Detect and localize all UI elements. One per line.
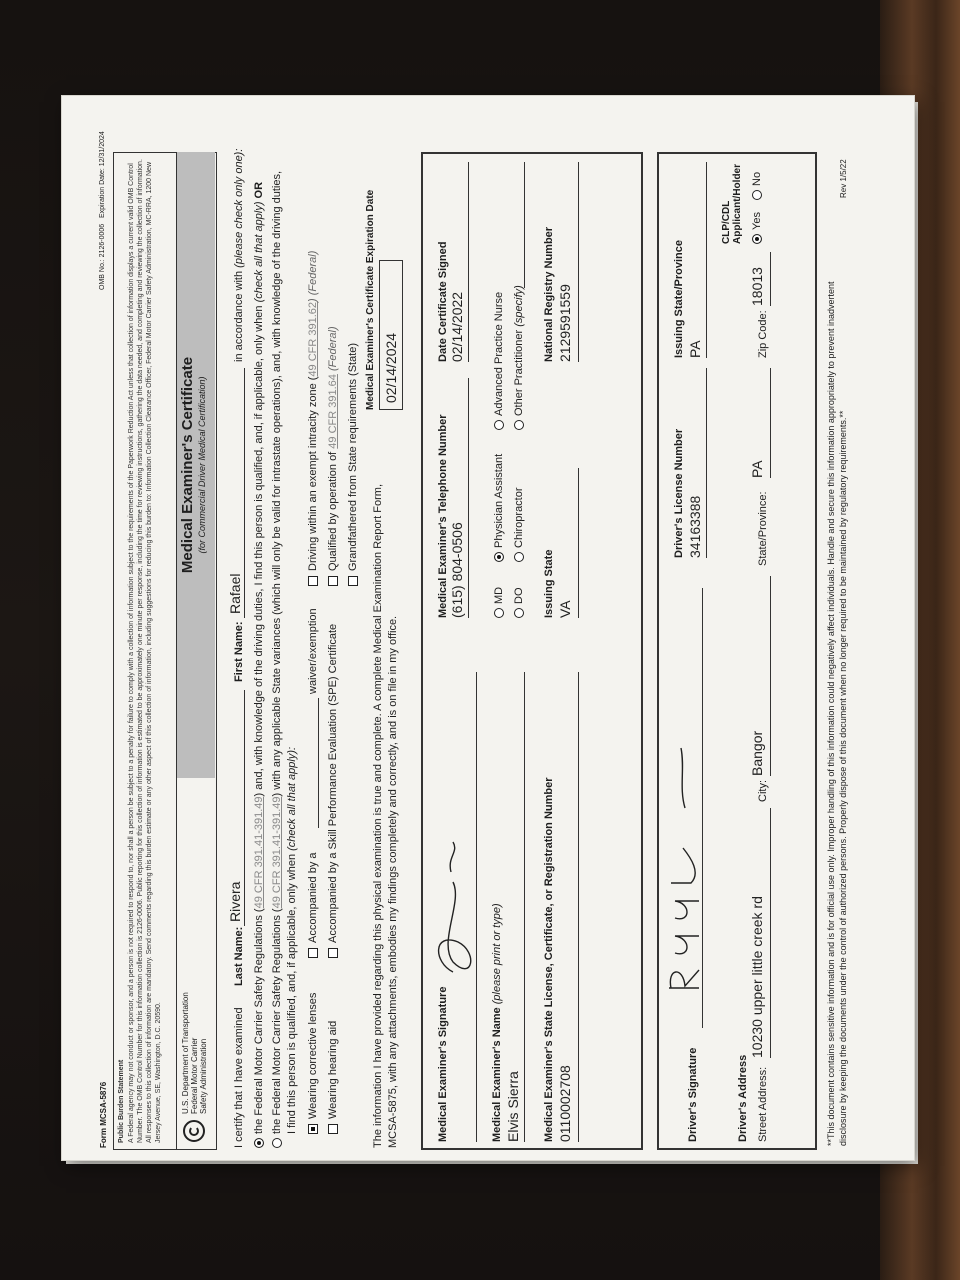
apn-radio-circle[interactable]	[494, 420, 504, 430]
certify-suffix-italic: (please check only one):	[233, 148, 245, 268]
clp-no-radio[interactable]	[751, 172, 763, 200]
lenses-label: Wearing corrective lenses	[307, 992, 319, 1119]
certificate-form	[91, 118, 881, 1158]
other-hint: (specify)	[513, 285, 525, 327]
option2-pre: the Federal Motor Carrier Safety Regulations (	[271, 908, 283, 1134]
option-state[interactable]	[271, 148, 283, 1148]
expiration-field[interactable]	[379, 260, 403, 410]
expiration-value: 02/14/2024	[383, 332, 399, 403]
option2-link[interactable]: 49 CFR 391.41-391.49	[271, 796, 283, 909]
option2-line2	[286, 747, 298, 1134]
agency-line-1: U.S. Department of Transportation	[181, 992, 190, 1114]
examiner-phone-label: Medical Examiner's Telephone Number	[437, 414, 449, 618]
pa-radio-circle[interactable]	[494, 552, 504, 562]
city-value: Bangor	[749, 730, 765, 776]
examiner-name-hint: (please print or type)	[491, 903, 503, 1005]
registry-value: 2129591559	[557, 284, 573, 362]
agency-line-3: Safety Administration	[199, 1038, 208, 1114]
certificate-subtitle: (for Commercial Driver Medical Certification)	[197, 376, 207, 554]
option2-line2-italic: (check all that apply):	[286, 746, 298, 851]
spe-checkbox[interactable]	[327, 624, 339, 958]
accompanied-label: Accompanied by a	[307, 852, 319, 943]
agency-name	[181, 992, 208, 1114]
burden-box	[113, 152, 177, 1150]
accompanied-check[interactable]	[308, 948, 318, 958]
other-radio-circle[interactable]	[514, 420, 524, 430]
md-label: MD	[493, 586, 505, 604]
first-name-field[interactable]	[227, 368, 245, 618]
date-signed-value: 02/14/2022	[449, 291, 465, 362]
md-radio-circle[interactable]	[494, 608, 504, 618]
date-signed-label: Date Certificate Signed	[437, 241, 449, 362]
option1-or: OR	[253, 181, 265, 199]
option1-italic: (check all that apply)	[253, 201, 265, 303]
certify-prefix: I certify that I have examined	[233, 1007, 245, 1148]
revision: Rev 1/5/22	[839, 159, 848, 198]
lenses-check[interactable]	[308, 1124, 318, 1134]
first-name-label: First Name:	[233, 621, 245, 682]
hearing-label: Wearing hearing aid	[327, 1020, 339, 1119]
examiner-phone-value: (615) 804-0506	[449, 522, 465, 618]
other-radio[interactable]	[513, 285, 525, 430]
accompanied-checkbox[interactable]	[307, 853, 319, 959]
state-label: State/Province:	[757, 491, 769, 566]
option-federal[interactable]	[253, 148, 265, 1148]
license-field[interactable]	[557, 672, 579, 1142]
examiner-name-label: Medical Examiner's Name	[491, 1007, 503, 1142]
grandfathered-check[interactable]	[348, 576, 358, 586]
certify-suffix-text: in accordance with	[233, 270, 245, 362]
agency-line-2: Federal Motor Carrier	[190, 1037, 199, 1114]
driver-license-field[interactable]	[687, 368, 707, 558]
chiro-label: Chiropractor	[513, 487, 525, 548]
clp-yes-radio[interactable]	[751, 212, 763, 244]
qualified-op-checkbox[interactable]	[327, 326, 339, 586]
qualified-op-link[interactable]: 49 CFR 391.64	[327, 374, 339, 449]
driver-issuing-field[interactable]	[687, 162, 707, 358]
clp-yes-circle[interactable]	[752, 234, 762, 244]
spe-check[interactable]	[328, 948, 338, 958]
option2-post: ) with any applicable State variances (which will only be valid for intrastate operations), and, with knowledge of the driving duties,	[271, 170, 283, 797]
examiner-statement: The information I have provided regarding this physical examination is true and complete. A complete Medical Examination Report Form, MCSA-5875, with any attachments, embodies my findings completely and correctly, and is on file in my office.	[372, 483, 399, 1148]
city-field[interactable]	[749, 576, 771, 776]
intracity-checkbox[interactable]	[307, 251, 319, 586]
clp-no-circle[interactable]	[752, 190, 762, 200]
hearing-check[interactable]	[328, 1124, 338, 1134]
last-name-label: Last Name:	[233, 926, 245, 986]
issuing-state-field[interactable]	[557, 468, 579, 618]
intracity-end: ) (Federal)	[307, 250, 319, 302]
expiration-label: Medical Examiner's Certificate Expiration Date	[365, 189, 376, 410]
issuing-state-value: VA	[557, 600, 573, 618]
examiner-name-value: Elvis Sierra	[505, 1071, 521, 1142]
last-name-field[interactable]	[227, 690, 245, 926]
clp-label: CLP/CDL Applicant/Holder	[721, 163, 743, 244]
chiro-radio-circle[interactable]	[514, 552, 524, 562]
chiro-radio[interactable]	[513, 487, 525, 562]
examiner-phone-field[interactable]	[449, 378, 469, 618]
clp-no-label: No	[751, 171, 763, 186]
footnote: **This document contains sensitive information and is for official use only. Improper handling of this information could negatively affect individuals. Handle and secure this information appropriately to prevent inadvertent disclosure by keeping the documents under the control of authorized persons. Properly dispose of this document when no longer required to be maintained by regulatory requirements.**	[826, 281, 848, 1146]
examiner-signature-field[interactable]	[453, 672, 477, 1142]
examiner-signature-mark	[423, 792, 483, 992]
registry-label: National Registry Number	[543, 226, 555, 362]
intracity-check[interactable]	[308, 576, 318, 586]
omb-number: OMB No.: 2126-0006	[99, 223, 106, 290]
intracity-link[interactable]: 49 CFR 391.62	[307, 301, 319, 377]
street-label: Street Address:	[757, 1066, 769, 1142]
option-federal-radio[interactable]	[254, 1138, 264, 1148]
zip-value: 18013	[749, 267, 765, 306]
dot-logo-icon	[183, 1120, 205, 1142]
expiration-header: Expiration Date: 12/31/2024	[99, 131, 106, 218]
apn-radio[interactable]	[493, 292, 505, 430]
state-value: PA	[749, 460, 765, 478]
spe-label: Accompanied by a Skill Performance Evaluation (SPE) Certificate	[327, 623, 339, 943]
certify-suffix	[233, 149, 245, 362]
burden-text: A Federal agency may not conduct or sponsor, and a person is not required to respond to, nor shall a person be subject to a penalty for failure to comply with a collection of information subject to the requirements of the Paperwork Reduction Act unless that collection of information displays a current valid OMB Control Number. The OMB Control Number for this information collection is 2126-0006. Public reporting for this collection of information is estimated to be approximately one minute per response, including the time for reviewing instructions, gathering the data needed, and completing and reviewing the collection of information. All responses to this collection of information are mandatory. Send comments regarding this burden estimate or any other aspect of this collection of information, including suggestions for reducing this burden to: Information Collection Clearance Officer, Federal Motor Carrier Safety Administration, MC-RRA, 1200 New Jersey Avenue, SE, Washington, D.C. 20590.	[128, 159, 162, 1143]
grandfathered-label: Grandfathered from State requirements (State)	[347, 342, 359, 571]
zip-field[interactable]	[749, 252, 771, 306]
qualified-op-end: (Federal)	[327, 326, 339, 375]
burden-title: Public Burden Statement	[118, 1059, 125, 1143]
street-field[interactable]	[749, 808, 771, 1058]
driver-signature-field[interactable]	[661, 588, 703, 1028]
clp-yes-label: Yes	[751, 212, 763, 230]
driver-issuing-value: PA	[687, 340, 703, 358]
option2-line2-text: I find this person is qualified, and, if applicable, only when	[286, 853, 298, 1134]
driver-issuing-label: Issuing State/Province	[673, 240, 685, 358]
state-field[interactable]	[749, 368, 771, 478]
pa-label: Physician Assistant	[493, 453, 505, 548]
do-radio-circle[interactable]	[514, 608, 524, 618]
issuing-state-label: Issuing State	[543, 549, 555, 618]
do-radio[interactable]	[513, 588, 525, 619]
street-value: 10230 upper little creek rd	[749, 896, 765, 1058]
driver-license-value: 34163388	[687, 495, 703, 558]
driver-license-label: Driver's License Number	[673, 428, 685, 558]
driver-signature-label: Driver's Signature	[687, 1047, 699, 1142]
apn-label: Advanced Practice Nurse	[493, 291, 505, 416]
registry-field[interactable]	[557, 162, 579, 362]
examiner-name-field[interactable]	[505, 672, 525, 1142]
other-label: Other Practitioner	[513, 329, 525, 416]
lenses-checkbox[interactable]	[307, 993, 319, 1134]
qualified-op-check[interactable]	[328, 576, 338, 586]
certificate-title: Medical Examiner's Certificate	[179, 356, 196, 574]
first-name-value: Rafael	[227, 573, 243, 614]
waiver-label: waiver/exemption	[307, 608, 319, 694]
waiver-blank[interactable]	[303, 698, 319, 828]
city-label: City:	[757, 780, 769, 802]
zip-label: Zip Code:	[757, 310, 769, 358]
driver-signature-mark	[661, 738, 705, 998]
md-radio[interactable]	[493, 587, 505, 618]
license-label: Medical Examiner's State License, Certificate, or Registration Number	[543, 777, 555, 1142]
pa-radio[interactable]	[493, 454, 505, 562]
hearing-checkbox[interactable]	[327, 1021, 339, 1134]
qualified-op-label: Qualified by operation of	[327, 448, 339, 571]
do-label: DO	[513, 587, 525, 604]
intracity-label: Driving within an exempt intracity zone (	[307, 376, 319, 571]
examiner-name-label-row	[491, 903, 503, 1142]
date-signed-field[interactable]	[449, 162, 469, 362]
option1-link[interactable]: 49 CFR 391.41-391.49	[253, 796, 265, 909]
license-value: 0110002708	[557, 1065, 573, 1142]
grandfathered-checkbox[interactable]	[347, 343, 359, 586]
driver-address-label: Driver's Address	[737, 1054, 749, 1142]
form-number: Form MCSA-5876	[99, 1081, 108, 1148]
option-state-radio[interactable]	[272, 1138, 282, 1148]
option1-pre: the Federal Motor Carrier Safety Regulations (	[253, 908, 265, 1134]
other-specify-field[interactable]	[511, 162, 525, 288]
last-name-value: Rivera	[227, 881, 243, 922]
option1-post: ) and, with knowledge of the driving duties, I find this person is qualified, and, if applicable, only when	[253, 305, 265, 797]
examiner-signature-label: Medical Examiner's Signature	[437, 986, 449, 1142]
